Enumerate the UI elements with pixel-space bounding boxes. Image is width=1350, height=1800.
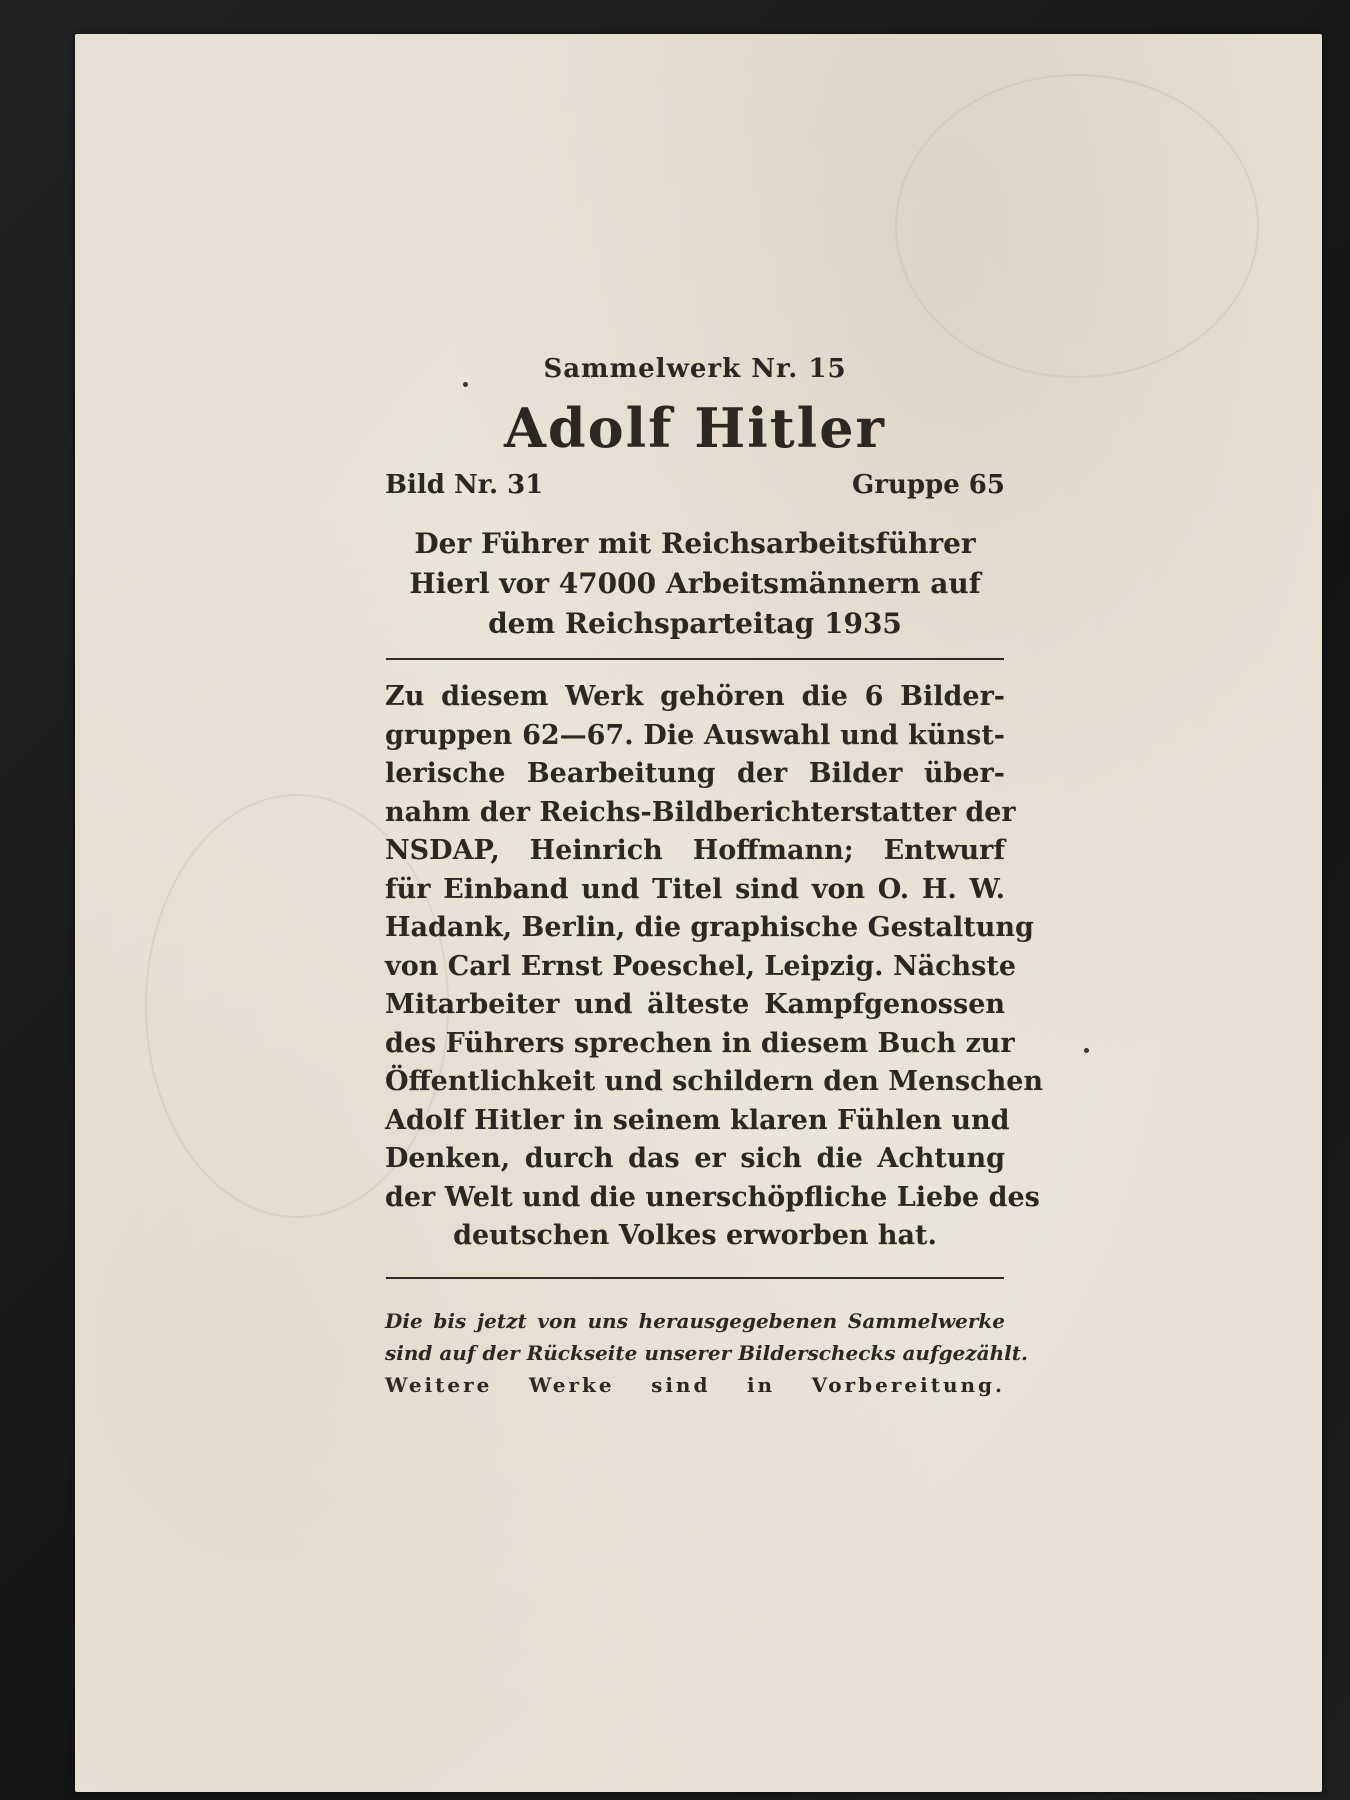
body-line: von Carl Ernst Poeschel, Leipzig. Nächste [385, 950, 1017, 982]
caption-line: dem Reichsparteitag 1935 [488, 607, 902, 640]
caption-line: Der Führer mit Reichsarbeitsführer [414, 527, 976, 560]
body-line: Adolf Hitler in seinem klaren Fühlen und [385, 1104, 1010, 1136]
body-line: Mitarbeiter und älteste Kampfgenossen [385, 989, 1005, 1020]
body-line: nahm der Reichs-Bildberichterstatter der [385, 796, 1016, 828]
divider-rule [386, 1277, 1004, 1279]
card-title: Adolf Hitler [503, 396, 886, 460]
body-line: des Führers sprechen in diesem Buch zur [385, 1027, 1015, 1059]
picture-number: Bild Nr. 31 [385, 470, 544, 500]
footer-note [385, 1305, 1028, 1401]
body-line: lerische Bearbeitung der Bilder über- [385, 758, 1005, 789]
picture-caption [385, 524, 1005, 644]
footer-line: Weitere Werke sind in Vorbereitung. [385, 1373, 1005, 1397]
body-line: NSDAP, Heinrich Hoffmann; Entwurf [385, 835, 1005, 866]
series-heading: Sammelwerk Nr. 15 [543, 354, 847, 384]
divider-rule [386, 658, 1004, 660]
body-line: Öffentlichkeit und schildern den Menschen [385, 1066, 1044, 1097]
print-speck [463, 382, 468, 387]
picture-meta-row [385, 470, 1005, 500]
body-line: Denken, durch das er sich die Achtung [385, 1143, 1005, 1174]
body-paragraph [385, 678, 1044, 1256]
group-number: Gruppe 65 [852, 470, 1005, 500]
print-speck [1084, 1048, 1089, 1053]
footer-line: Die bis jetzt von uns herausgegebenen Sammelwerke [385, 1309, 1005, 1333]
body-line: Zu diesem Werk gehören die 6 Bilder- [385, 681, 1005, 712]
body-line: der Welt und die unerschöpfliche Liebe des [385, 1181, 1040, 1213]
body-line: für Einband und Titel sind von O. H. W. [385, 873, 1005, 905]
footer-line: sind auf der Rückseite unserer Bilderschecks aufgezählt. [385, 1341, 1028, 1365]
water-stain [895, 74, 1259, 378]
body-line: gruppen 62—67. Die Auswahl und künst- [385, 719, 1005, 751]
body-line: Hadank, Berlin, die graphische Gestaltung [385, 912, 1034, 943]
body-line: deutschen Volkes erworben hat. [453, 1220, 937, 1251]
caption-line: Hierl vor 47000 Arbeitsmännern auf [409, 567, 981, 600]
